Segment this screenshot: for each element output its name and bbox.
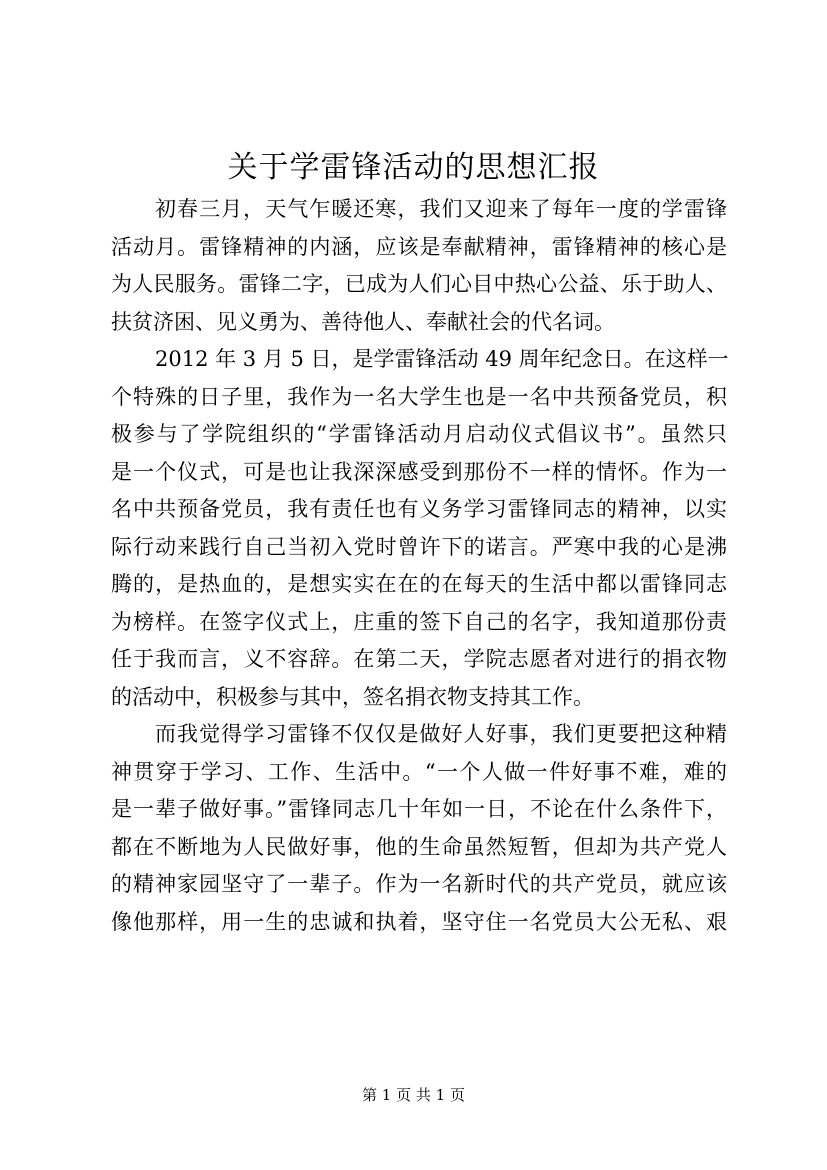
text-line: 而我觉得学习雷锋不仅仅是做好人好事，我们更要把这种精 [155, 722, 727, 746]
text-line: 像他那样，用一生的忠诚和执着，坚守住一名党员大公无私、艰 [111, 909, 727, 934]
document-title: 关于学雷锋活动的思想汇报 [227, 150, 600, 185]
text-line: 任于我而言，义不容辞。在第二天，学院志愿者对进行的捐衣物 [111, 647, 727, 671]
text-line: 活动月。雷锋精神的内涵，应该是奉献精神，雷锋精神的核心是 [111, 234, 727, 259]
text-line: 是一个仪式，可是也让我深深感受到那份不一样的情怀。作为一 [111, 459, 727, 484]
text-line: 腾的，是热血的，是想实实在在的在每天的生活中都以雷锋同志 [111, 572, 727, 596]
page-footer: 第 1 页 共 1 页 [362, 1086, 465, 1104]
paragraph-2 [111, 341, 727, 716]
text-line: 是一辈子做好事。”雷锋同志几十年如一日，不论在什么条件下， [111, 797, 727, 821]
text-line: 的精神家园坚守了一辈子。作为一名新时代的共产党员，就应该 [111, 872, 727, 896]
paragraph-3 [111, 716, 727, 941]
text-line: 际行动来践行自己当初入党时曾许下的诺言。严寒中我的心是沸 [111, 534, 727, 559]
text-line: 极参与了学院组织的“学雷锋活动月启动仪式倡议书”。虽然只 [111, 422, 727, 446]
text-line: 为人民服务。雷锋二字，已成为人们心目中热心公益、乐于助人、 [111, 272, 727, 296]
text-line: 扶贫济困、见义勇为、善待他人、奉献社会的代名词。 [111, 309, 615, 334]
text-line: 个特殊的日子里，我作为一名大学生也是一名中共预备党员，积 [111, 384, 727, 409]
text-line: 神贯穿于学习、工作、生活中。“一个人做一件好事不难，难的 [111, 759, 727, 784]
paragraph-1 [111, 191, 727, 341]
text-line: 为榜样。在签字仪式上，庄重的签下自己的名字，我知道那份责 [111, 609, 727, 634]
text-line: 初春三月，天气乍暖还寒，我们又迎来了每年一度的学雷锋 [155, 197, 727, 221]
text-line: 的活动中，积极参与其中，签名捐衣物支持其工作。 [111, 684, 594, 709]
text-line: 都在不断地为人民做好事，他的生命虽然短暂，但却为共产党人 [111, 834, 727, 859]
text-line: 2012 年 3 月 5 日，是学雷锋活动 49 周年纪念日。在这样一 [155, 347, 729, 371]
document-body [111, 191, 727, 941]
text-line: 名中共预备党员，我有责任也有义务学习雷锋同志的精神，以实 [111, 497, 727, 521]
